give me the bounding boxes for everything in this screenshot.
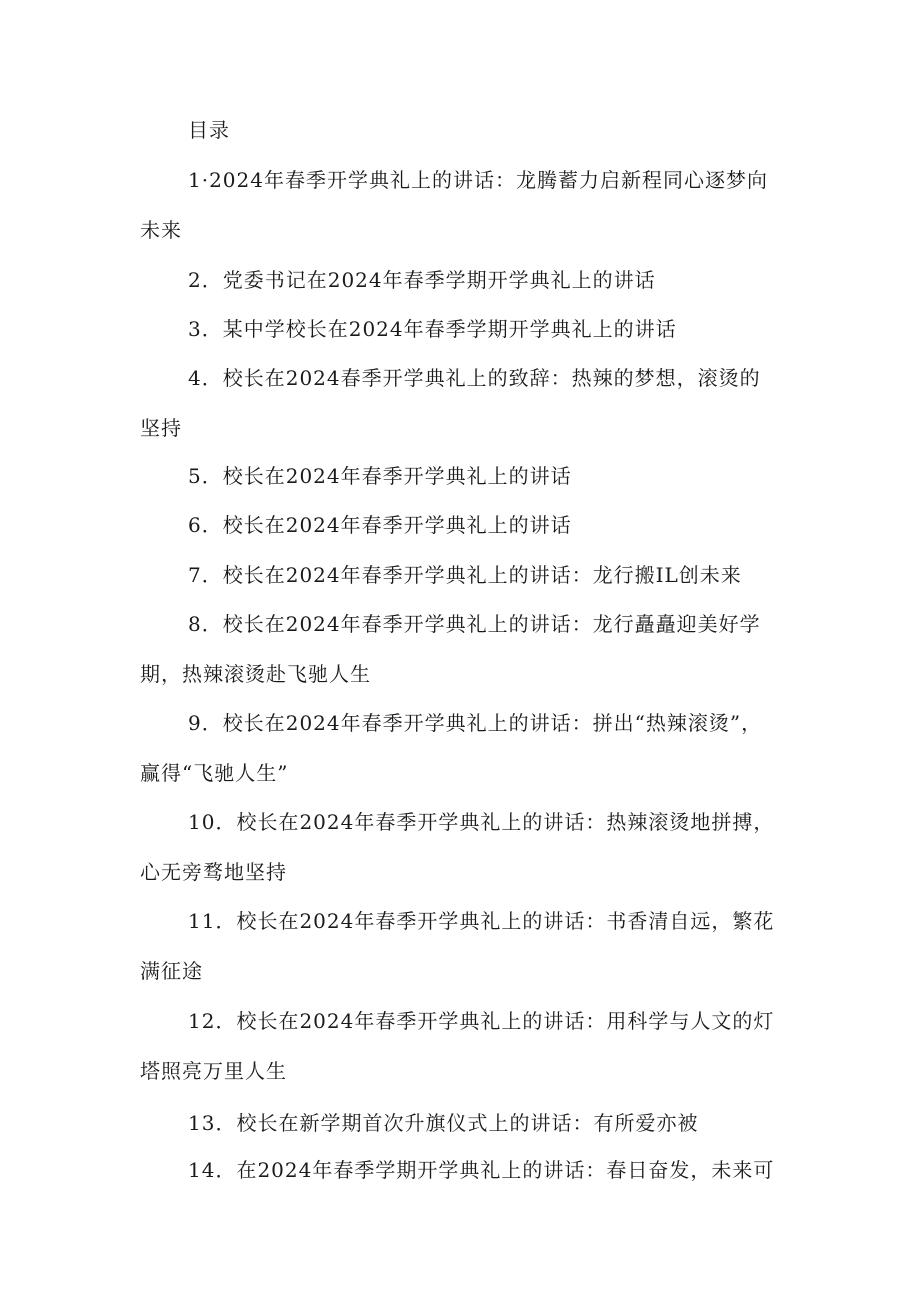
- toc-item-3: 3．某中学校长在2024年春季学期开学典礼上的讲话: [188, 317, 677, 341]
- toc-item-8-cont: 期，热辣滚烫赴飞驰人生: [140, 662, 371, 686]
- toc-item-10: 10．校长在2024年春季开学典礼上的讲话：热辣滚烫地拼搏，: [188, 810, 775, 834]
- toc-item-12-cont: 塔照亮万里人生: [140, 1059, 287, 1083]
- toc-item-4: 4．校长在2024春季开学典礼上的致辞：热辣的梦想，滚烫的: [188, 366, 761, 390]
- toc-item-11: 11．校长在2024年春季开学典礼上的讲话：书香清自远，繁花: [188, 909, 775, 933]
- toc-item-7: 7．校长在2024年春季开学典礼上的讲话：龙行搬IL创未来: [188, 563, 742, 587]
- toc-item-4-cont: 坚持: [140, 416, 182, 440]
- toc-item-12: 12．校长在2024年春季开学典礼上的讲话：用科学与人文的灯: [188, 1009, 775, 1033]
- toc-title: 目录: [188, 118, 230, 142]
- toc-item-10-cont: 心无旁骛地坚持: [140, 860, 287, 884]
- toc-item-1: 1·2024年春季开学典礼上的讲话：龙腾蓄力启新程同心逐梦向: [188, 168, 768, 192]
- toc-item-9: 9．校长在2024年春季开学典礼上的讲话：拼出“热辣滚烫”，: [188, 711, 763, 735]
- toc-item-14: 14．在2024年春季学期开学典礼上的讲话：春日奋发，未来可: [188, 1158, 775, 1182]
- toc-item-11-cont: 满征途: [140, 959, 203, 983]
- toc-item-5: 5．校长在2024年春季开学典礼上的讲话: [188, 464, 572, 488]
- toc-item-13: 13．校长在新学期首次升旗仪式上的讲话：有所爱亦被: [188, 1111, 699, 1135]
- toc-item-1-cont: 未来: [140, 218, 182, 242]
- toc-item-9-cont: 赢得“飞驰人生”: [140, 761, 289, 785]
- toc-item-6: 6．校长在2024年春季开学典礼上的讲话: [188, 513, 572, 537]
- toc-item-8: 8．校长在2024年春季开学典礼上的讲话：龙行矗矗迎美好学: [188, 612, 761, 636]
- toc-item-2: 2．党委书记在2024年春季学期开学典礼上的讲话: [188, 268, 656, 292]
